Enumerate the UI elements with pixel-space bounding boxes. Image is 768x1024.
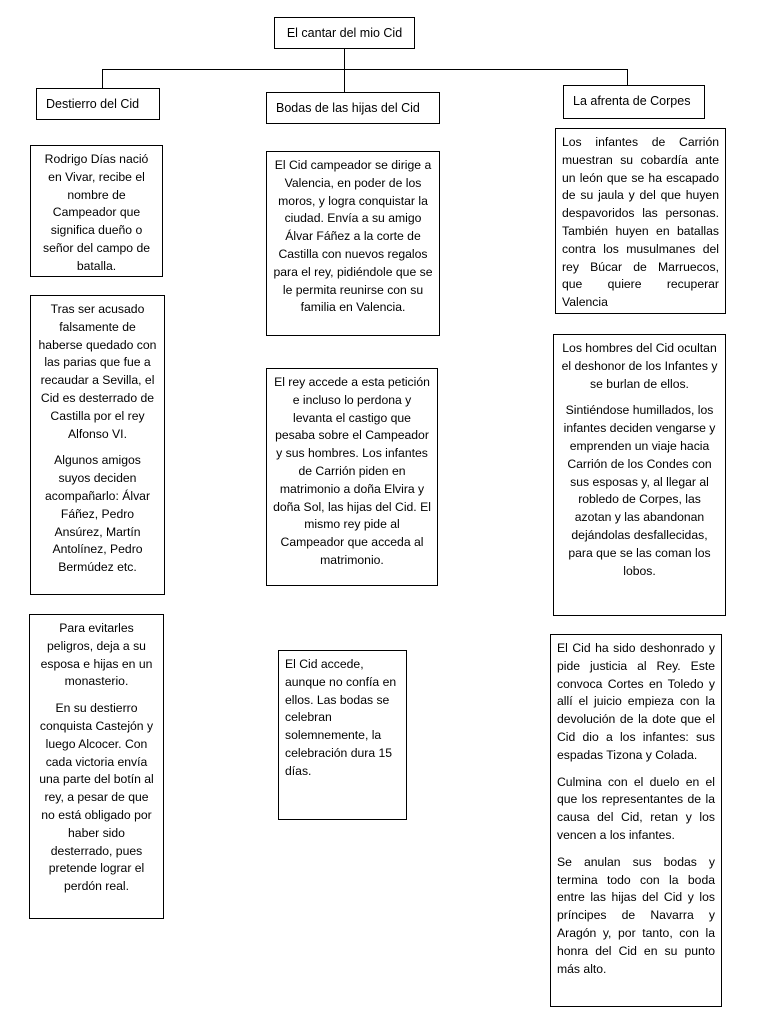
bodas-box-2	[266, 368, 438, 586]
paragraph: Tras ser acusado falsamente de haberse quedado con las parias que fue a recaudar a Sevilla, el Cid es desterrado de Castilla por el rey Alfonso VI.	[38, 302, 157, 441]
heading-bodas: Bodas de las hijas del Cid	[266, 92, 440, 124]
paragraph: Se anulan sus bodas y termina todo con la boda entre las hijas del Cid y los príncipes de Navarra y Aragón y, por tanto, con la honra del Cid en su punto más alto.	[557, 854, 715, 976]
diagram-title: El cantar del mio Cid	[274, 17, 415, 49]
heading-destierro: Destierro del Cid	[36, 88, 160, 120]
destierro-box-3	[29, 614, 164, 919]
paragraph: El Cid ha sido deshonrado y pide justicia al Rey. Este convoca Cortes en Toledo y allí el juicio empieza con la devolución de la dote que el Cid dio a los infantes: sus espadas Tizona y Colada.	[557, 641, 715, 762]
connector-col2	[344, 69, 345, 92]
paragraph: Culmina con el duelo en el que los representantes de la causa del Cid, retan y los vencen a los infantes.	[557, 774, 715, 842]
paragraph: Los infantes de Carrión muestran su cobardía ante un león que se ha escapado de su jaula y del que huyen despavoridos las personas. También huyen en batallas contra los musulmanes del rey Búcar de Marruecos, que quiere recuperar Valencia	[562, 135, 719, 310]
connector-horizontal	[102, 69, 628, 70]
heading-afrenta: La afrenta de Corpes	[563, 85, 705, 119]
bodas-box-1	[266, 151, 440, 336]
afrenta-box-3	[550, 634, 722, 1007]
connector-title-down	[344, 49, 345, 69]
paragraph: En su destierro conquista Castejón y luego Alcocer. Con cada victoria envía una parte del botín al rey, a pesar de que no está obligado por haber sido desterrado, pues pretende lograr el perdón real.	[39, 701, 154, 894]
paragraph: Algunos amigos suyos deciden acompañarlo: Álvar Fáñez, Pedro Ansúrez, Martín Antolínez, Pedro Bermúdez etc.	[45, 453, 150, 575]
connector-col3	[627, 69, 628, 85]
connector-col1	[102, 69, 103, 88]
paragraph: Los hombres del Cid ocultan el deshonor de los Infantes y se burlan de ellos.	[561, 341, 718, 391]
paragraph: El Cid campeador se dirige a Valencia, en poder de los moros, y logra conquistar la ciudad. Envía a su amigo Álvar Fáñez a la corte de Castilla con nuevos regalos para el rey, pidiéndole que se le permita reunirse con su familia en Valencia.	[273, 158, 433, 315]
bodas-box-3	[278, 650, 407, 820]
paragraph: El rey accede a esta petición e incluso lo perdona y levanta el castigo que pesaba sobre el Campeador y sus hombres. Los infantes de Carrión piden en matrimonio a doña Elvira y doña Sol, las hijas del Cid. El mismo rey pide al Campeador que acceda al matrimonio.	[273, 375, 431, 567]
paragraph: Para evitarles peligros, deja a su esposa e hijas en un monasterio.	[40, 621, 153, 689]
paragraph: El Cid accede, aunque no confía en ellos. Las bodas se celebran solemnemente, la celebración dura 15 días.	[285, 657, 397, 778]
afrenta-box-1	[555, 128, 726, 314]
paragraph: Sintiéndose humillados, los infantes deciden vengarse y emprenden un viaje hacia Carrión de los Condes con sus esposas y, al llegar al robledo de Corpes, las azotan y las abandonan dejándolas desfallecidas, para que se las coman los lobos.	[563, 403, 716, 578]
destierro-box-1	[30, 145, 163, 277]
afrenta-box-2	[553, 334, 726, 616]
destierro-box-2	[30, 295, 165, 595]
paragraph: Rodrigo Días nació en Vivar, recibe el nombre de Campeador que significa dueño o señor del campo de batalla.	[42, 152, 151, 273]
